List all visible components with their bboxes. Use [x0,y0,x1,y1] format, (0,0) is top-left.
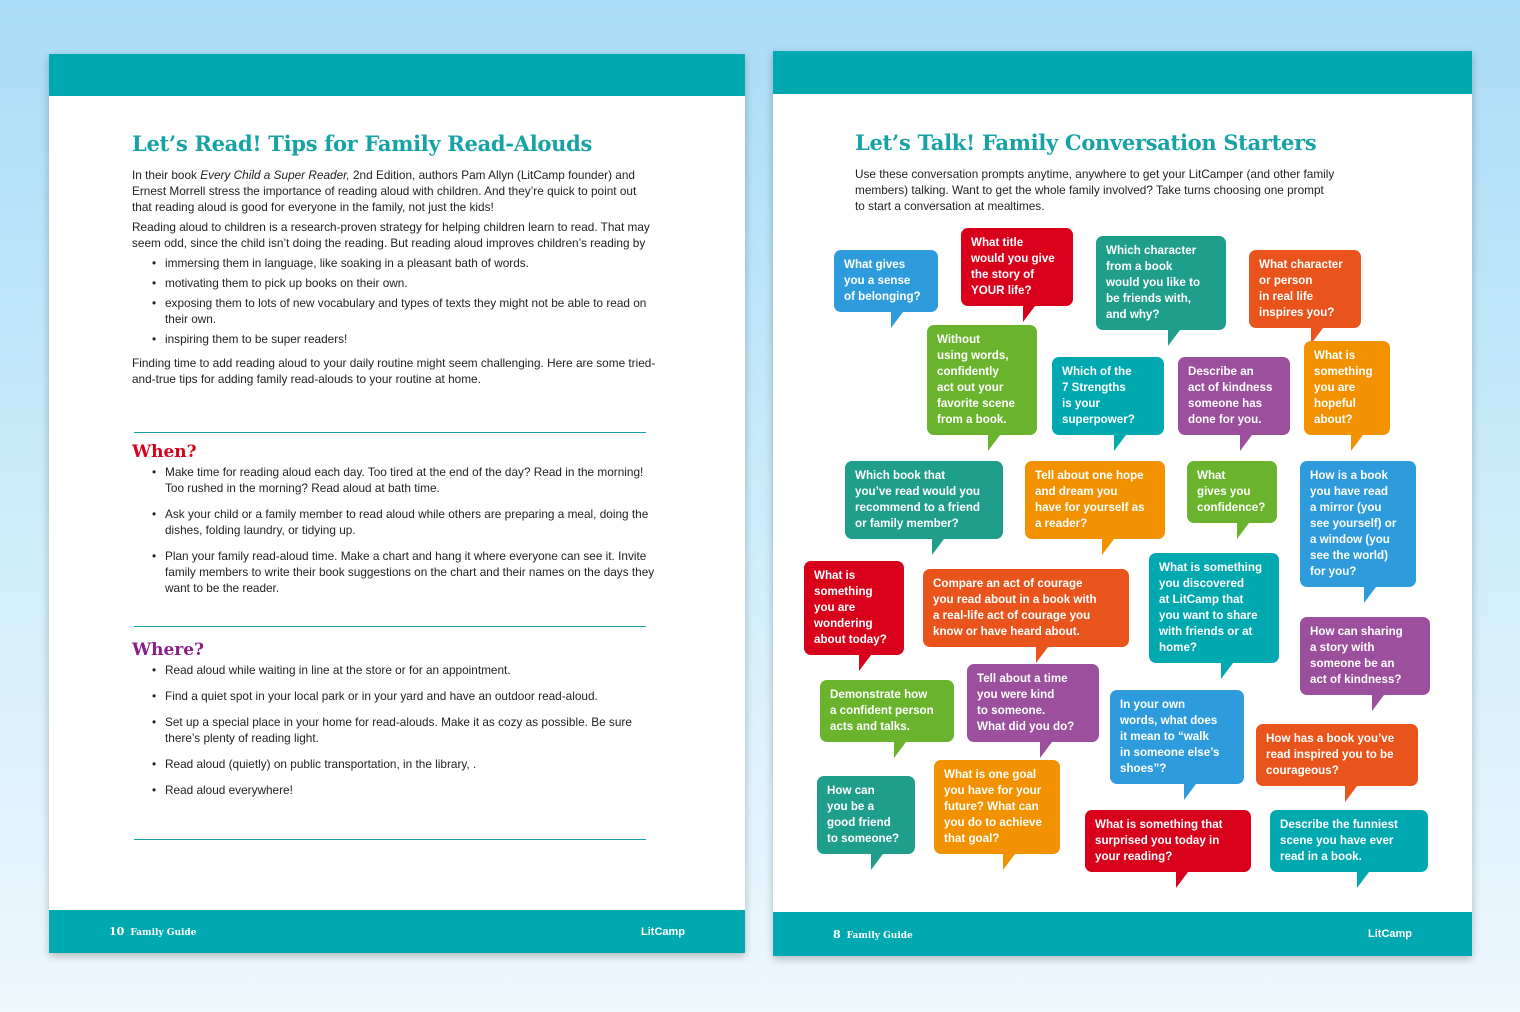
list-item: • inspiring them to be super readers! [152,331,657,347]
divider [134,626,646,627]
conversation-bubble: What is something you are wondering about today? [804,561,904,655]
conversation-bubble: In your own words, what does it mean to “walk in someone else’s shoes”? [1110,690,1244,784]
footer [773,912,1472,956]
conversation-bubble: How can sharing a story with someone be an act of kindness? [1300,617,1430,695]
list-item: • Find a quiet spot in your local park or in your yard and have an outdoor read-aloud. [152,688,657,704]
list-item: • immersing them in language, like soaking in a pleasant bath of words. [152,255,657,271]
when-section [132,444,657,606]
conversation-bubble: Which character from a book would you like to be friends with, and why? [1096,236,1226,330]
list-item: • Read aloud everywhere! [152,782,657,798]
conversation-bubble: What is something you are hopeful about? [1304,341,1390,435]
footer-label: Family Guide [130,928,197,938]
header-band [49,54,745,96]
conversation-bubble: What is one goal you have for your future? What can you do to achieve that goal? [934,760,1060,854]
conversation-bubble: Compare an act of courage you read about in a book with a real-life act of courage you know or have heard about. [923,569,1129,647]
conversation-bubble: Tell about one hope and dream you have for yourself as a reader? [1025,461,1165,539]
footer-label-group [109,925,196,938]
conversation-bubble: Which book that you’ve read would you recommend to a friend or family member? [845,461,1003,539]
page-title: Let’s Read! Tips for Family Read-Alouds [132,131,592,156]
page-number: 8 [833,927,841,941]
page-number: 10 [109,925,125,938]
intro-text: In their book [132,168,201,182]
conversation-bubble: What gives you a sense of belonging? [834,250,938,312]
conversation-bubble: Without using words, confidently act out your favorite scene from a book. [927,325,1037,435]
litcamp-logo: LitCamp [641,925,685,938]
list-item: • Read aloud while waiting in line at the store or for an appointment. [152,662,657,678]
paragraph: Reading aloud to children is a research-proven strategy for helping children learn to read. That may seem odd, since the child isn’t doing the reading. But reading aloud improves children’s reading by [132,220,650,250]
list-item: • motivating them to pick up books on their own. [152,275,657,291]
conversation-bubble: How can you be a good friend to someone? [817,776,915,854]
conversation-bubble: How is a book you have read a mirror (you see yourself) or a window (you see the world) for you? [1300,461,1416,587]
page-title: Let’s Talk! Family Conversation Starters [855,130,1317,155]
intro-paragraph [132,167,657,215]
conversation-bubble: Demonstrate how a confident person acts and talks. [820,680,954,742]
list-item: • Plan your family read-aloud time. Make a chart and hang it where everyone can see it. Invite family members to write their book suggestions on the chart and their names on the days they want to be the reader. [152,548,657,596]
conversation-bubble: What title would you give the story of YOUR life? [961,228,1073,306]
where-section [132,642,657,808]
left-page [49,54,745,953]
where-heading: Where? [132,640,205,660]
litcamp-logo: LitCamp [1368,928,1412,940]
divider [134,839,646,840]
intro-text: 2nd Edition, authors Pam Allyn (LitCamp founder) and Ernest Morrell stress the importance of reading aloud with children. And they’re quick to point out that reading aloud is good for everyone in the family, not just the kids! [132,168,637,214]
divider [134,432,646,433]
book-title: Every Child a Super Reader, [200,168,350,182]
conversation-bubble: Tell about a time you were kind to someone. What did you do? [967,664,1099,742]
list-item: • Set up a special place in your home for read-alouds. Make it as cozy as possible. Be sure there’s plenty of reading light. [152,714,657,746]
conversation-bubble: Describe an act of kindness someone has done for you. [1178,357,1290,435]
when-heading: When? [132,442,197,462]
conversation-bubble: What character or person in real life inspires you? [1249,250,1361,328]
conversation-bubble: What is something that surprised you today in your reading? [1085,810,1251,872]
paragraph: Finding time to add reading aloud to your daily routine might seem challenging. Here are some tried-and-true tips for adding family read-alouds to your routine at home. [132,356,656,386]
footer [49,910,745,953]
list-item: • exposing them to lots of new vocabulary and types of texts they might not be able to read on their own. [152,295,657,327]
footer-label-group [833,928,913,941]
conversation-bubble: How has a book you’ve read inspired you to be courageous? [1256,724,1418,786]
conversation-bubble: Describe the funniest scene you have ever read in a book. [1270,810,1428,872]
list-item: • Make time for reading aloud each day. Too tired at the end of the day? Read in the morning! Too rushed in the morning? Read aloud at bath time. [152,464,657,496]
conversation-bubble: What gives you confidence? [1187,461,1277,523]
header-band [773,51,1472,94]
footer-label: Family Guide [846,930,913,941]
benefit-list [152,255,657,347]
right-intro: Use these conversation prompts anytime, anywhere to get your LitCamper (and other family members) talking. Want to get the whole family involved? Take turns choosing one prompt to start a conversation at mealtimes. [855,167,1335,213]
right-page [773,51,1472,956]
conversation-bubble: Which of the 7 Strengths is your superpower? [1052,357,1164,435]
conversation-bubble: What is something you discovered at LitCamp that you want to share with friends or at home? [1149,553,1279,663]
left-body [132,167,657,391]
list-item: • Read aloud (quietly) on public transportation, in the library, . [152,756,657,772]
list-item: • Ask your child or a family member to read aloud while others are preparing a meal, doing the dishes, folding laundry, or tidying up. [152,506,657,538]
